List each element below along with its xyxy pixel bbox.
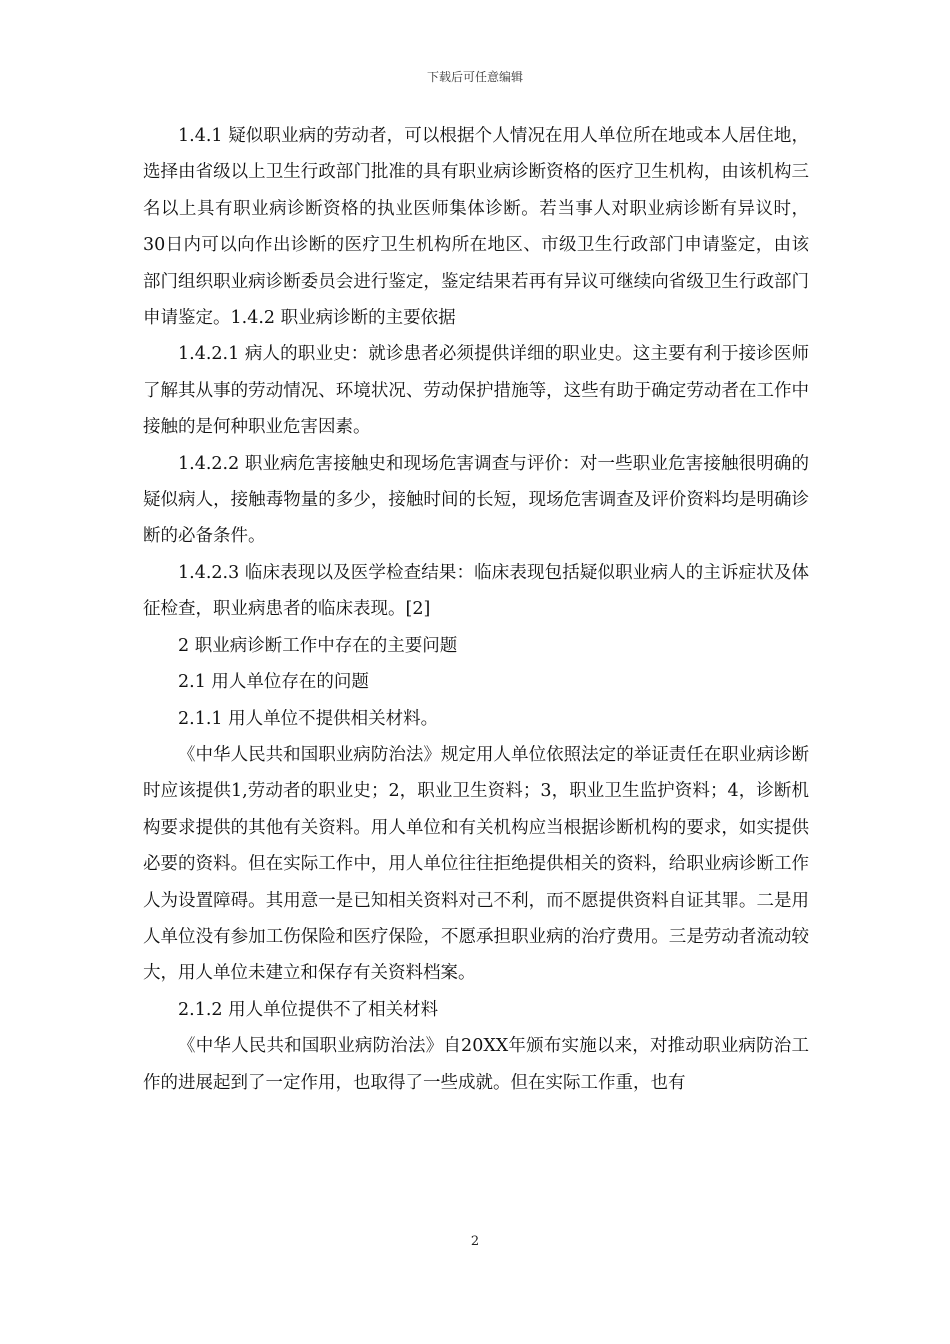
section-heading-2: 2 职业病诊断工作中存在的主要问题 — [178, 635, 458, 656]
page-header: 下载后可任意编辑 — [426, 70, 523, 84]
document-body — [143, 118, 809, 1101]
paragraph-1-4-1: 1.4.1 疑似职业病的劳动者，可以根据个人情况在用人单位所在地或本人居住地，选择由省级以上卫生行政部门批准的具有职业病诊断资格的医疗卫生机构，由该机构三名以上具有职业病诊断资格的执业医师集体诊断。若当事人对职业病诊断有异议时，30日内可以向作出诊断的医疗卫生机构所在地区、市级卫生行政部门申请鉴定，由该部门组织职业病诊断委员会进行鉴定，鉴定结果若再有异议可继续向省级卫生行政部门申请鉴定。1.4.2 职业病诊断的主要依据 — [143, 126, 809, 329]
paragraph-law-history: 《中华人民共和国职业病防治法》自20XX年颁布实施以来，对推动职业病防治工作的进展起到了一定作用，也取得了一些成就。但在实际工作重，也有 — [143, 1036, 809, 1093]
section-heading-2-1-1: 2.1.1 用人单位不提供相关材料。 — [178, 708, 439, 729]
paragraph-1-4-2-2: 1.4.2.2 职业病危害接触史和现场危害调查与评价：对一些职业危害接触很明确的疑似病人，接触毒物量的多少，接触时间的长短，现场危害调查及评价资料均是明确诊断的必备条件。 — [143, 453, 809, 547]
paragraph-1-4-2-3: 1.4.2.3 临床表现以及医学检查结果：临床表现包括疑似职业病人的主诉症状及体征检查，职业病患者的临床表现。[2] — [143, 562, 809, 620]
paragraph-1-4-2-1: 1.4.2.1 病人的职业史：就诊患者必须提供详细的职业史。这主要有利于接诊医师了解其从事的劳动情况、环境状况、劳动保护措施等，这些有助于确定劳动者在工作中接触的是何种职业危害因素。 — [143, 344, 809, 438]
paragraph-law-requirements: 《中华人民共和国职业病防治法》规定用人单位依照法定的举证责任在职业病诊断时应该提供1,劳动者的职业史；2，职业卫生资料；3，职业卫生监护资料；4，诊断机构要求提供的其他有关资料。用人单位和有关机构应当根据诊断机构的要求，如实提供必要的资料。但在实际工作中，用人单位往往拒绝提供相关的资料，给职业病诊断工作人为设置障碍。其用意一是已知相关资料对己不利，而不愿提供资料自证其罪。二是用人单位没有参加工伤保险和医疗保险，不愿承担职业病的治疗费用。三是劳动者流动较大，用人单位未建立和保存有关资料档案。 — [143, 744, 809, 984]
page-number: 2 — [470, 1234, 480, 1249]
section-heading-2-1: 2.1 用人单位存在的问题 — [178, 672, 369, 693]
section-heading-2-1-2: 2.1.2 用人单位提供不了相关材料 — [178, 999, 439, 1020]
